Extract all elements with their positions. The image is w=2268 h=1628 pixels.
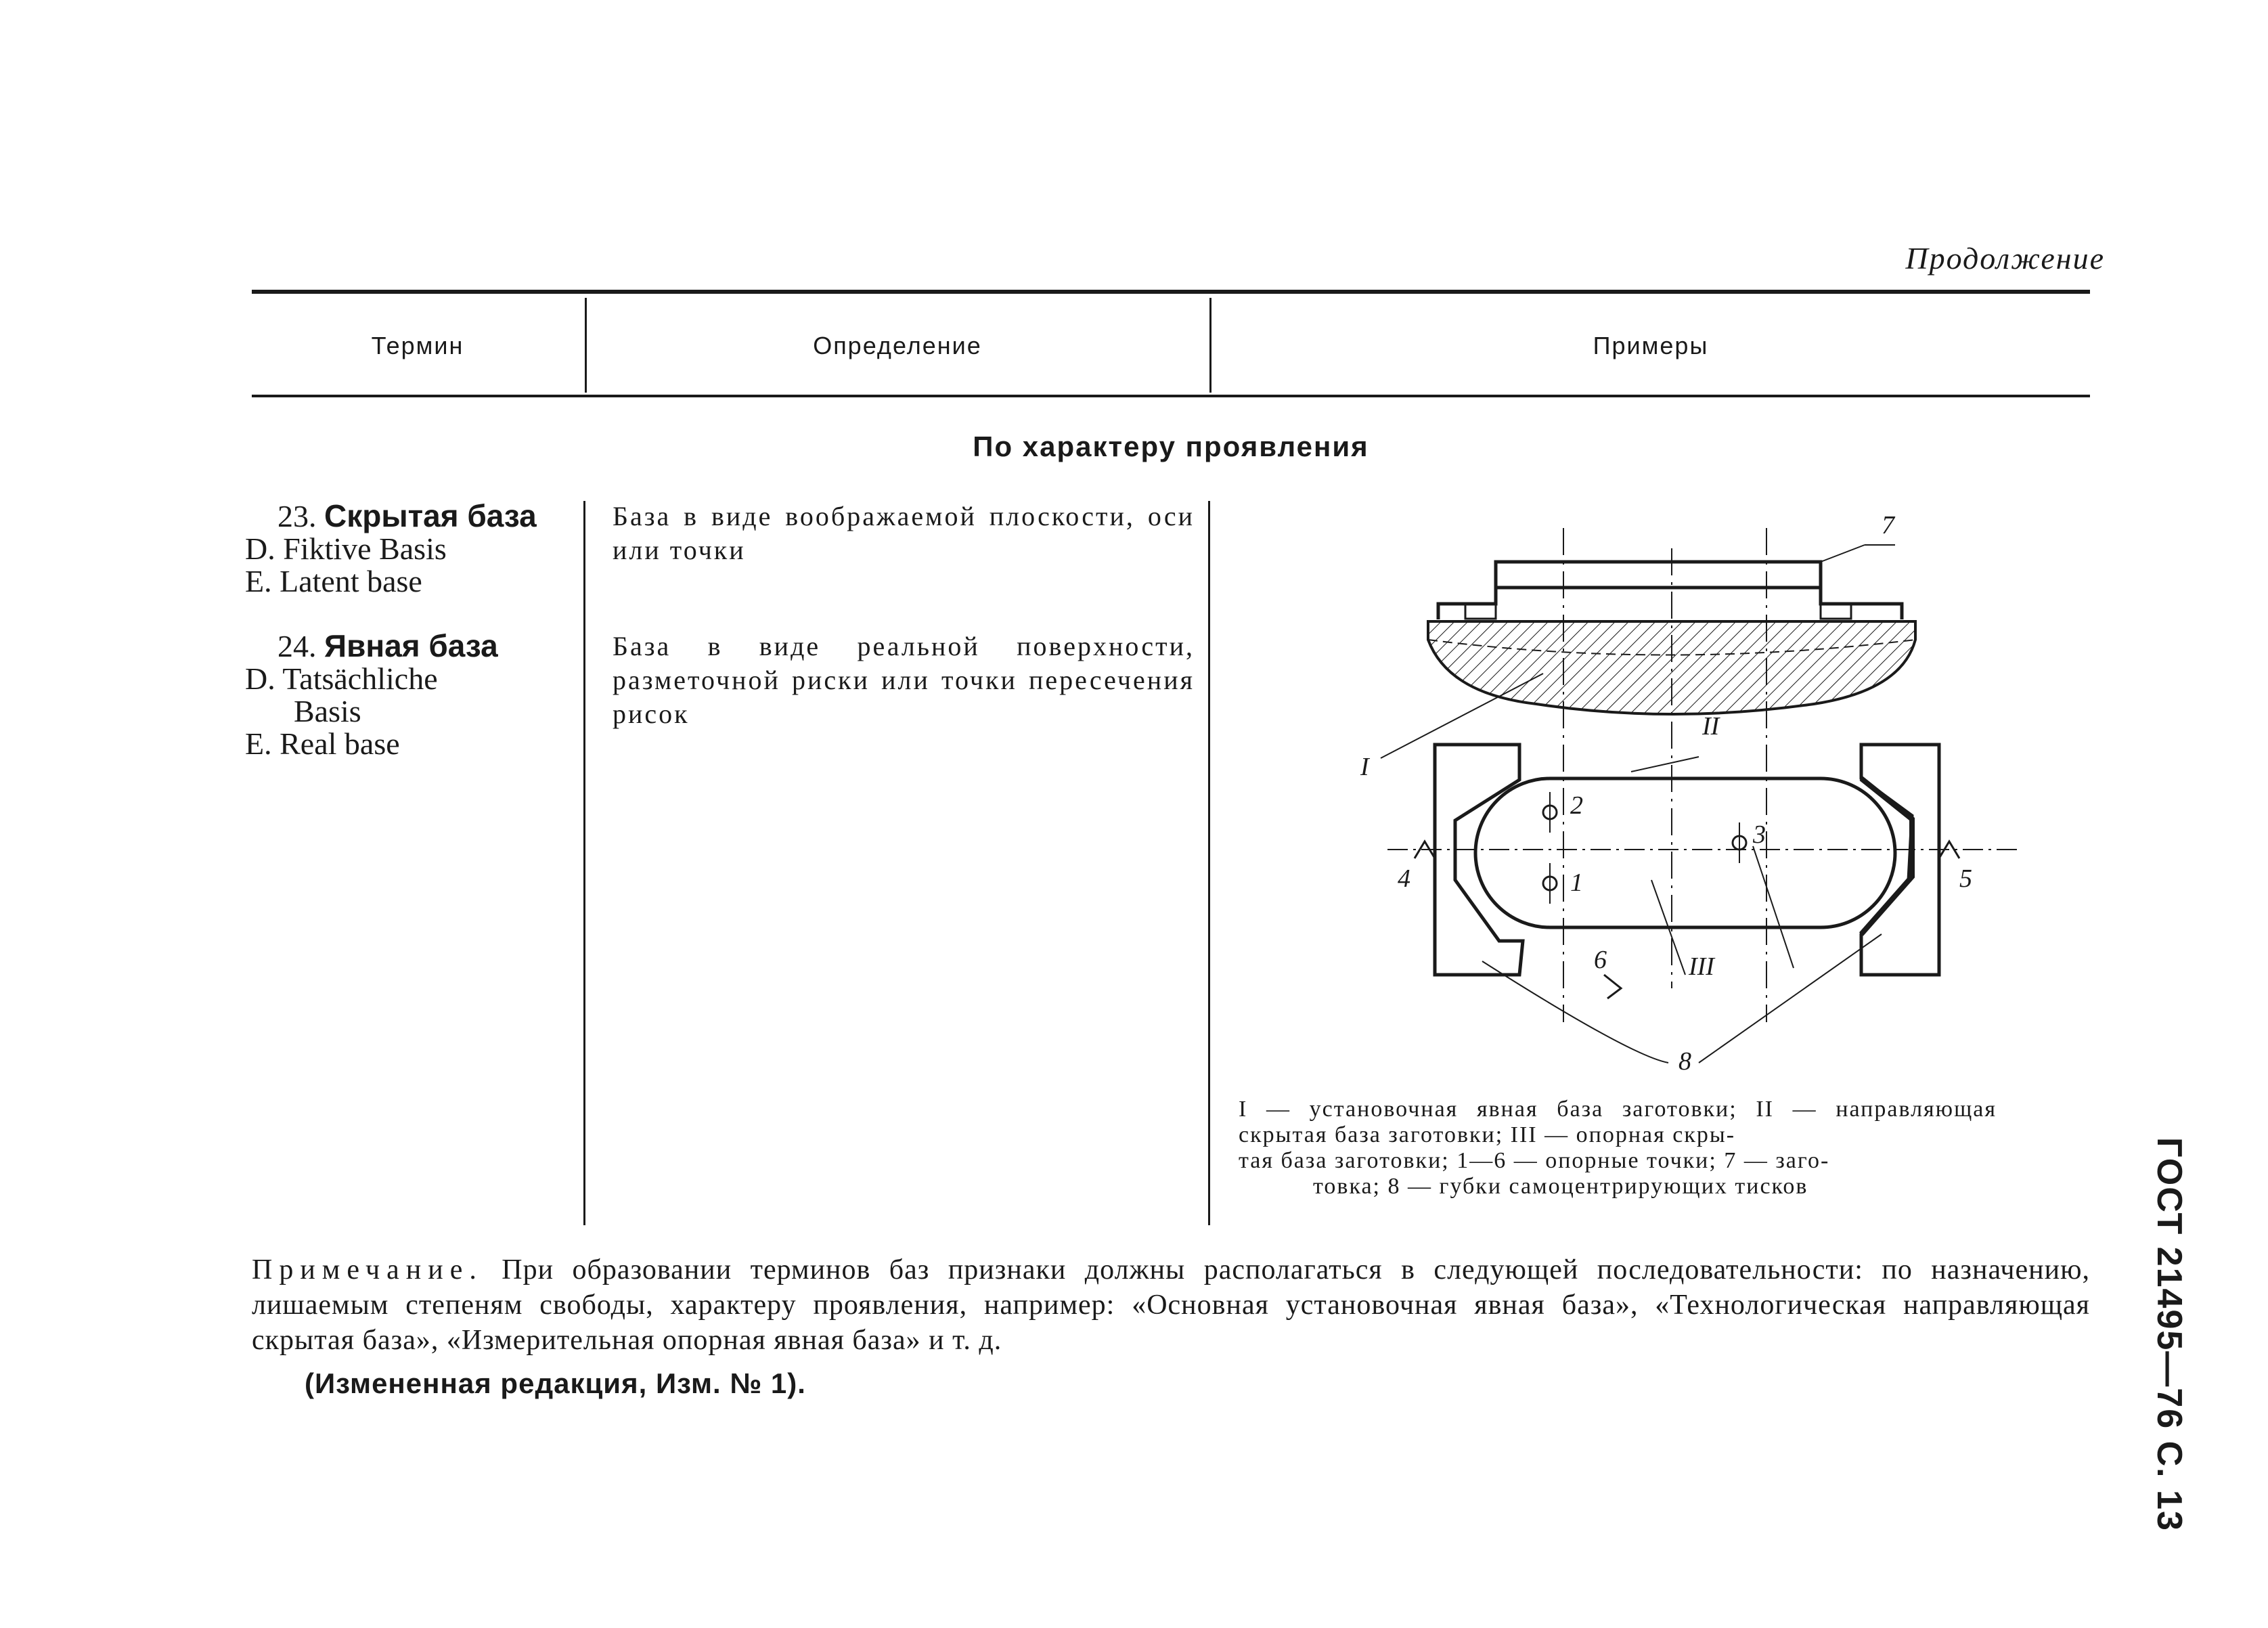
section-title: По характеру проявления — [973, 431, 1369, 462]
term-name: Скрытая база — [324, 498, 537, 533]
term-entry-23 — [245, 500, 537, 598]
caption-line: товка; 8 — губки самоцентрирующих тисков — [1313, 1174, 1808, 1199]
svg-text:5: 5 — [1959, 864, 1972, 893]
definition-23: База в виде воображаемой плоскости, оси или точки — [613, 501, 1195, 565]
label-III: III — [1689, 952, 1714, 981]
continuation-label: Продолжение — [1905, 241, 2105, 276]
fixture-drawing — [1347, 501, 2024, 1083]
table-top-rule — [252, 290, 2090, 294]
leader-jaws-8 — [1482, 934, 1882, 1063]
svg-text:8: 8 — [1678, 1047, 1691, 1076]
vise-jaw-left — [1435, 745, 1523, 975]
term-de: Fiktive Basis — [283, 531, 447, 566]
column-divider-2 — [1208, 501, 1210, 1225]
svg-text:3: 3 — [1753, 820, 1766, 849]
term-en: Latent base — [280, 564, 422, 598]
label-I: I — [1360, 753, 1369, 781]
lang-prefix-de: D. — [245, 661, 275, 696]
caption-line: I — установочная явная база заготовки; II — направляющая скрытая база заготовки; III — опорная скры- — [1239, 1097, 1997, 1147]
definition-24: База в виде реальной поверхности, разметочной риски или точки пересечения рисок — [613, 631, 1195, 729]
label-7: 7 — [1882, 511, 1894, 540]
svg-text:1: 1 — [1570, 868, 1583, 897]
label-II: II — [1702, 712, 1720, 741]
table-header-rule — [252, 395, 2090, 397]
clamp-upper-block — [1496, 562, 1821, 588]
note-text: При образовании терминов баз признаки должны располагаться в следующей последовательности: по назначению, лишаемым степеням свободы, характеру проявления, например: «Основная установочная явная база», «Технологическая направляющая скрытая база», «Измерительная опорная явная база» и т. д. — [252, 1254, 2091, 1356]
svg-text:6: 6 — [1594, 946, 1607, 974]
lang-prefix-en: E. — [245, 564, 272, 598]
term-number: 24. — [277, 629, 317, 663]
lang-prefix-de: D. — [245, 531, 275, 566]
column-header-definition: Определение — [813, 332, 982, 359]
workpiece-plan — [1475, 778, 1895, 927]
term-de-continued: Basis — [294, 694, 361, 728]
column-header-examples: Примеры — [1593, 332, 1709, 359]
caption-line: тая база заготовки; 1—6 — опорные точки; 7 — заго- — [1239, 1148, 1830, 1173]
leader-base-II — [1631, 757, 1699, 772]
running-head: ГОСТ 21495—76 С. 13 — [2150, 1137, 2189, 1532]
column-divider-1 — [583, 501, 585, 1225]
term-number: 23. — [277, 499, 317, 533]
note-paragraph — [252, 1252, 2090, 1358]
term-en: Real base — [280, 726, 400, 761]
note-label: Примечание. — [252, 1254, 483, 1285]
amendment-note: (Измененная редакция, Изм. № 1). — [305, 1367, 806, 1399]
column-header-term: Термин — [371, 332, 464, 359]
svg-text:4: 4 — [1398, 864, 1410, 893]
figure-caption — [1239, 1097, 1997, 1200]
term-entry-24 — [245, 630, 498, 760]
term-name: Явная база — [324, 628, 498, 663]
svg-text:2: 2 — [1570, 791, 1583, 820]
term-de: Tatsächliche — [282, 661, 438, 696]
lang-prefix-en: E. — [245, 726, 272, 761]
